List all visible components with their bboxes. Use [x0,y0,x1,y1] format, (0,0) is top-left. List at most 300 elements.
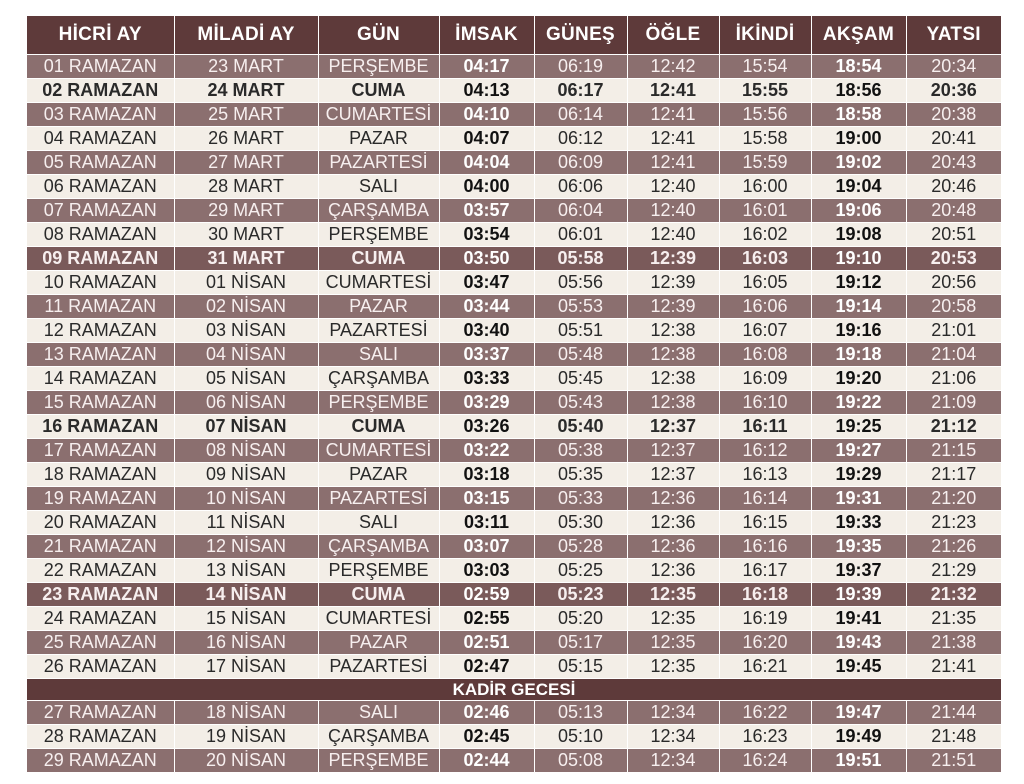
cell-yatsi: 21:35 [906,607,1001,631]
cell-hicri-ay: 14 RAMAZAN [27,367,174,391]
cell-ikindi: 16:23 [719,725,811,749]
cell-gunes: 05:35 [534,463,627,487]
cell-ogle: 12:36 [627,511,719,535]
cell-imsak: 04:04 [439,151,534,175]
cell-gunes: 06:19 [534,55,627,79]
cell-aksam: 19:35 [811,535,906,559]
cell-hicri-ay: 25 RAMAZAN [27,631,174,655]
cell-aksam: 19:14 [811,295,906,319]
cell-gunes: 05:17 [534,631,627,655]
cell-ikindi: 16:14 [719,487,811,511]
cell-aksam: 19:10 [811,247,906,271]
table-row [27,535,1001,559]
cell-hicri-ay: 20 RAMAZAN [27,511,174,535]
cell-yatsi: 21:26 [906,535,1001,559]
table-row [27,559,1001,583]
kadir-gecesi-row [27,679,1001,701]
cell-aksam: 19:41 [811,607,906,631]
cell-ogle: 12:41 [627,79,719,103]
cell-miladi-ay: 25 MART [174,103,318,127]
cell-miladi-ay: 15 NİSAN [174,607,318,631]
cell-miladi-ay: 05 NİSAN [174,367,318,391]
cell-miladi-ay: 12 NİSAN [174,535,318,559]
cell-imsak: 04:07 [439,127,534,151]
table-row [27,701,1001,725]
cell-gunes: 05:20 [534,607,627,631]
cell-hicri-ay: 06 RAMAZAN [27,175,174,199]
cell-imsak: 03:26 [439,415,534,439]
cell-imsak: 02:47 [439,655,534,679]
cell-hicri-ay: 09 RAMAZAN [27,247,174,271]
cell-imsak: 03:18 [439,463,534,487]
cell-hicri-ay: 13 RAMAZAN [27,343,174,367]
cell-gunes: 05:33 [534,487,627,511]
cell-hicri-ay: 18 RAMAZAN [27,463,174,487]
cell-miladi-ay: 03 NİSAN [174,319,318,343]
cell-aksam: 18:56 [811,79,906,103]
cell-gun: ÇARŞAMBA [318,725,439,749]
cell-ogle: 12:37 [627,415,719,439]
cell-imsak: 04:13 [439,79,534,103]
cell-imsak: 03:07 [439,535,534,559]
cell-aksam: 19:04 [811,175,906,199]
cell-imsak: 03:57 [439,199,534,223]
cell-gun: PAZARTESİ [318,319,439,343]
cell-aksam: 19:37 [811,559,906,583]
cell-ikindi: 16:09 [719,367,811,391]
cell-imsak: 02:55 [439,607,534,631]
cell-gunes: 06:01 [534,223,627,247]
cell-hicri-ay: 23 RAMAZAN [27,583,174,607]
cell-aksam: 19:06 [811,199,906,223]
cell-gunes: 06:04 [534,199,627,223]
table-row [27,367,1001,391]
cell-ogle: 12:38 [627,367,719,391]
cell-ogle: 12:42 [627,55,719,79]
cell-gun: CUMA [318,583,439,607]
cell-yatsi: 21:12 [906,415,1001,439]
table-row [27,749,1001,773]
table-row [27,55,1001,79]
cell-yatsi: 21:17 [906,463,1001,487]
cell-ogle: 12:36 [627,559,719,583]
cell-ikindi: 16:07 [719,319,811,343]
cell-ikindi: 16:13 [719,463,811,487]
cell-hicri-ay: 11 RAMAZAN [27,295,174,319]
cell-imsak: 03:11 [439,511,534,535]
cell-aksam: 19:27 [811,439,906,463]
cell-aksam: 19:43 [811,631,906,655]
cell-ikindi: 16:12 [719,439,811,463]
table-row [27,415,1001,439]
cell-yatsi: 20:43 [906,151,1001,175]
cell-yatsi: 20:53 [906,247,1001,271]
cell-gun: PAZARTESİ [318,487,439,511]
cell-yatsi: 21:20 [906,487,1001,511]
cell-miladi-ay: 01 NİSAN [174,271,318,295]
cell-hicri-ay: 03 RAMAZAN [27,103,174,127]
cell-gunes: 05:13 [534,701,627,725]
cell-miladi-ay: 14 NİSAN [174,583,318,607]
cell-ikindi: 15:58 [719,127,811,151]
cell-gun: PERŞEMBE [318,391,439,415]
table-row [27,151,1001,175]
cell-ogle: 12:41 [627,151,719,175]
cell-gunes: 05:56 [534,271,627,295]
cell-yatsi: 21:01 [906,319,1001,343]
table-row [27,247,1001,271]
header-ogle: ÖĞLE [627,16,719,55]
table-row [27,79,1001,103]
cell-yatsi: 20:46 [906,175,1001,199]
cell-hicri-ay: 22 RAMAZAN [27,559,174,583]
cell-imsak: 02:51 [439,631,534,655]
cell-ikindi: 16:20 [719,631,811,655]
header-gunes: GÜNEŞ [534,16,627,55]
cell-gun: PAZARTESİ [318,655,439,679]
table-body [27,55,1001,773]
cell-aksam: 19:49 [811,725,906,749]
cell-miladi-ay: 29 MART [174,199,318,223]
cell-aksam: 19:31 [811,487,906,511]
cell-ogle: 12:34 [627,701,719,725]
cell-yatsi: 20:38 [906,103,1001,127]
cell-imsak: 03:33 [439,367,534,391]
cell-yatsi: 21:23 [906,511,1001,535]
cell-miladi-ay: 23 MART [174,55,318,79]
cell-ikindi: 16:24 [719,749,811,773]
cell-ogle: 12:40 [627,223,719,247]
cell-yatsi: 20:36 [906,79,1001,103]
cell-gunes: 06:06 [534,175,627,199]
cell-gun: CUMA [318,79,439,103]
cell-gunes: 05:10 [534,725,627,749]
cell-miladi-ay: 07 NİSAN [174,415,318,439]
cell-ogle: 12:35 [627,631,719,655]
cell-miladi-ay: 28 MART [174,175,318,199]
cell-miladi-ay: 30 MART [174,223,318,247]
cell-miladi-ay: 18 NİSAN [174,701,318,725]
cell-ikindi: 16:11 [719,415,811,439]
cell-imsak: 03:44 [439,295,534,319]
cell-imsak: 03:29 [439,391,534,415]
cell-gun: CUMARTESİ [318,607,439,631]
cell-yatsi: 21:06 [906,367,1001,391]
cell-gun: PAZAR [318,295,439,319]
table-row [27,391,1001,415]
cell-gunes: 05:43 [534,391,627,415]
cell-gunes: 05:51 [534,319,627,343]
cell-yatsi: 20:34 [906,55,1001,79]
cell-miladi-ay: 13 NİSAN [174,559,318,583]
cell-ikindi: 16:06 [719,295,811,319]
cell-yatsi: 21:15 [906,439,1001,463]
table-row [27,511,1001,535]
cell-imsak: 04:00 [439,175,534,199]
imsakiye-table-container [27,16,1001,773]
cell-ogle: 12:36 [627,535,719,559]
cell-hicri-ay: 16 RAMAZAN [27,415,174,439]
cell-yatsi: 20:58 [906,295,1001,319]
header-gun: GÜN [318,16,439,55]
cell-gun: SALI [318,175,439,199]
cell-yatsi: 21:38 [906,631,1001,655]
cell-aksam: 19:22 [811,391,906,415]
cell-miladi-ay: 19 NİSAN [174,725,318,749]
cell-gunes: 06:09 [534,151,627,175]
cell-gun: CUMA [318,247,439,271]
cell-imsak: 02:45 [439,725,534,749]
cell-gun: PERŞEMBE [318,55,439,79]
cell-aksam: 19:29 [811,463,906,487]
table-row [27,725,1001,749]
cell-hicri-ay: 28 RAMAZAN [27,725,174,749]
cell-miladi-ay: 08 NİSAN [174,439,318,463]
cell-ogle: 12:38 [627,319,719,343]
table-row [27,631,1001,655]
cell-imsak: 03:50 [439,247,534,271]
table-row [27,199,1001,223]
cell-hicri-ay: 27 RAMAZAN [27,701,174,725]
cell-ikindi: 15:59 [719,151,811,175]
cell-gunes: 05:38 [534,439,627,463]
cell-yatsi: 20:48 [906,199,1001,223]
cell-gun: CUMARTESİ [318,439,439,463]
cell-imsak: 02:46 [439,701,534,725]
cell-hicri-ay: 07 RAMAZAN [27,199,174,223]
table-row [27,463,1001,487]
cell-hicri-ay: 10 RAMAZAN [27,271,174,295]
cell-gun: CUMARTESİ [318,271,439,295]
cell-ikindi: 16:05 [719,271,811,295]
cell-ikindi: 16:21 [719,655,811,679]
table-row [27,127,1001,151]
cell-yatsi: 21:09 [906,391,1001,415]
cell-hicri-ay: 05 RAMAZAN [27,151,174,175]
cell-miladi-ay: 11 NİSAN [174,511,318,535]
cell-imsak: 03:54 [439,223,534,247]
cell-miladi-ay: 10 NİSAN [174,487,318,511]
cell-ogle: 12:41 [627,103,719,127]
cell-ogle: 12:35 [627,583,719,607]
cell-yatsi: 21:04 [906,343,1001,367]
cell-miladi-ay: 04 NİSAN [174,343,318,367]
cell-aksam: 19:00 [811,127,906,151]
cell-ikindi: 16:01 [719,199,811,223]
cell-imsak: 03:03 [439,559,534,583]
cell-ikindi: 16:10 [719,391,811,415]
cell-gun: PAZAR [318,631,439,655]
cell-ogle: 12:37 [627,439,719,463]
cell-gunes: 06:12 [534,127,627,151]
cell-ikindi: 16:15 [719,511,811,535]
cell-gun: CUMARTESİ [318,103,439,127]
cell-gunes: 06:17 [534,79,627,103]
table-row [27,295,1001,319]
cell-aksam: 19:08 [811,223,906,247]
table-row [27,103,1001,127]
cell-hicri-ay: 21 RAMAZAN [27,535,174,559]
cell-aksam: 19:33 [811,511,906,535]
cell-ogle: 12:35 [627,607,719,631]
cell-gun: PERŞEMBE [318,559,439,583]
cell-gunes: 05:53 [534,295,627,319]
cell-gunes: 05:25 [534,559,627,583]
cell-miladi-ay: 06 NİSAN [174,391,318,415]
cell-ikindi: 16:02 [719,223,811,247]
cell-gunes: 05:15 [534,655,627,679]
cell-ikindi: 16:22 [719,701,811,725]
cell-hicri-ay: 04 RAMAZAN [27,127,174,151]
cell-gunes: 05:48 [534,343,627,367]
cell-miladi-ay: 09 NİSAN [174,463,318,487]
table-row [27,583,1001,607]
cell-gunes: 05:23 [534,583,627,607]
cell-miladi-ay: 20 NİSAN [174,749,318,773]
cell-gunes: 05:08 [534,749,627,773]
cell-yatsi: 20:51 [906,223,1001,247]
cell-gun: SALI [318,701,439,725]
cell-hicri-ay: 02 RAMAZAN [27,79,174,103]
cell-hicri-ay: 01 RAMAZAN [27,55,174,79]
cell-gun: SALI [318,511,439,535]
cell-aksam: 19:16 [811,319,906,343]
cell-aksam: 19:18 [811,343,906,367]
cell-ikindi: 16:00 [719,175,811,199]
cell-hicri-ay: 24 RAMAZAN [27,607,174,631]
imsakiye-table [27,16,1001,773]
cell-ogle: 12:37 [627,463,719,487]
cell-ikindi: 15:56 [719,103,811,127]
cell-ikindi: 16:16 [719,535,811,559]
cell-ogle: 12:40 [627,199,719,223]
cell-yatsi: 21:44 [906,701,1001,725]
cell-ogle: 12:38 [627,343,719,367]
cell-gunes: 05:58 [534,247,627,271]
table-row [27,271,1001,295]
table-row [27,319,1001,343]
cell-yatsi: 20:56 [906,271,1001,295]
cell-aksam: 18:58 [811,103,906,127]
cell-aksam: 19:45 [811,655,906,679]
cell-gunes: 05:45 [534,367,627,391]
cell-aksam: 19:25 [811,415,906,439]
cell-gun: SALI [318,343,439,367]
cell-yatsi: 21:32 [906,583,1001,607]
cell-miladi-ay: 31 MART [174,247,318,271]
header-imsak: İMSAK [439,16,534,55]
cell-gun: ÇARŞAMBA [318,535,439,559]
cell-miladi-ay: 26 MART [174,127,318,151]
cell-gunes: 05:30 [534,511,627,535]
table-row [27,439,1001,463]
cell-ikindi: 16:03 [719,247,811,271]
cell-aksam: 19:51 [811,749,906,773]
cell-gun: PAZARTESİ [318,151,439,175]
cell-hicri-ay: 15 RAMAZAN [27,391,174,415]
table-row [27,655,1001,679]
cell-gunes: 05:40 [534,415,627,439]
cell-aksam: 19:02 [811,151,906,175]
cell-ikindi: 15:55 [719,79,811,103]
cell-hicri-ay: 19 RAMAZAN [27,487,174,511]
cell-aksam: 19:47 [811,701,906,725]
cell-gunes: 05:28 [534,535,627,559]
table-row [27,607,1001,631]
cell-miladi-ay: 24 MART [174,79,318,103]
table-header-row [27,16,1001,55]
cell-ogle: 12:40 [627,175,719,199]
cell-ogle: 12:34 [627,749,719,773]
cell-imsak: 03:37 [439,343,534,367]
cell-miladi-ay: 27 MART [174,151,318,175]
cell-miladi-ay: 02 NİSAN [174,295,318,319]
cell-hicri-ay: 08 RAMAZAN [27,223,174,247]
cell-yatsi: 21:51 [906,749,1001,773]
cell-ikindi: 16:08 [719,343,811,367]
cell-ikindi: 16:19 [719,607,811,631]
cell-ikindi: 15:54 [719,55,811,79]
cell-ogle: 12:39 [627,271,719,295]
header-hicri-ay: HİCRİ AY [27,16,174,55]
cell-ogle: 12:36 [627,487,719,511]
cell-yatsi: 21:41 [906,655,1001,679]
cell-imsak: 02:59 [439,583,534,607]
table-row [27,175,1001,199]
cell-ogle: 12:35 [627,655,719,679]
cell-yatsi: 21:48 [906,725,1001,749]
cell-aksam: 19:39 [811,583,906,607]
table-row [27,343,1001,367]
cell-gun: PERŞEMBE [318,223,439,247]
cell-aksam: 18:54 [811,55,906,79]
cell-aksam: 19:20 [811,367,906,391]
cell-miladi-ay: 17 NİSAN [174,655,318,679]
cell-ikindi: 16:18 [719,583,811,607]
header-yatsi: YATSI [906,16,1001,55]
cell-gunes: 06:14 [534,103,627,127]
header-miladi-ay: MİLADİ AY [174,16,318,55]
cell-imsak: 03:47 [439,271,534,295]
cell-hicri-ay: 12 RAMAZAN [27,319,174,343]
cell-imsak: 04:17 [439,55,534,79]
cell-ogle: 12:39 [627,295,719,319]
header-ikindi: İKİNDİ [719,16,811,55]
cell-hicri-ay: 26 RAMAZAN [27,655,174,679]
cell-gun: ÇARŞAMBA [318,367,439,391]
cell-aksam: 19:12 [811,271,906,295]
cell-imsak: 02:44 [439,749,534,773]
cell-ogle: 12:41 [627,127,719,151]
cell-ogle: 12:39 [627,247,719,271]
cell-gun: PERŞEMBE [318,749,439,773]
cell-gun: ÇARŞAMBA [318,199,439,223]
cell-ikindi: 16:17 [719,559,811,583]
cell-gun: PAZAR [318,127,439,151]
cell-miladi-ay: 16 NİSAN [174,631,318,655]
cell-yatsi: 20:41 [906,127,1001,151]
header-aksam: AKŞAM [811,16,906,55]
table-row [27,223,1001,247]
kadir-gecesi-label: KADİR GECESİ [27,679,1001,701]
table-row [27,487,1001,511]
cell-hicri-ay: 17 RAMAZAN [27,439,174,463]
cell-ogle: 12:34 [627,725,719,749]
cell-gun: PAZAR [318,463,439,487]
cell-yatsi: 21:29 [906,559,1001,583]
cell-imsak: 03:40 [439,319,534,343]
cell-imsak: 04:10 [439,103,534,127]
